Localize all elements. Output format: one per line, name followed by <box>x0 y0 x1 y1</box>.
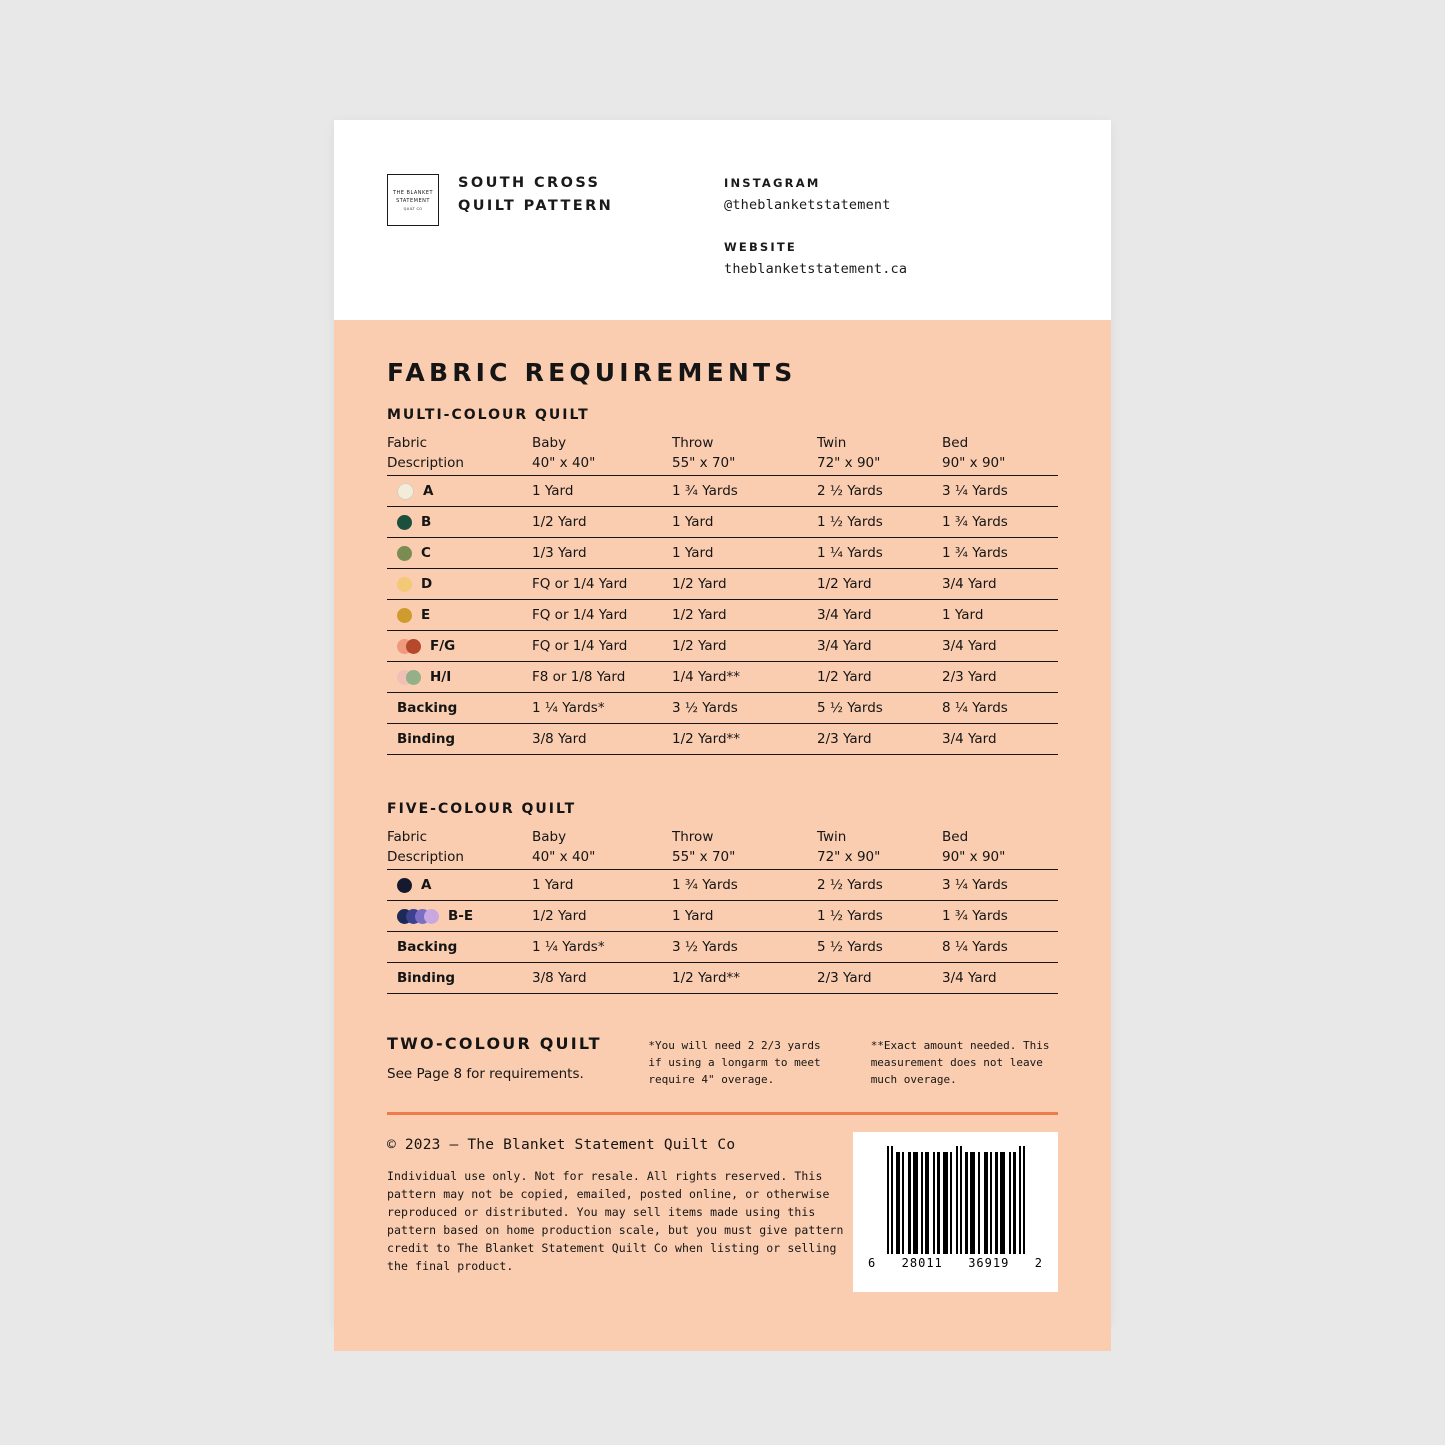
baby-cell: F8 or 1/8 Yard <box>532 662 672 693</box>
column-header-throw-l1: Throw <box>672 435 714 451</box>
bed-cell: 8 ¼ Yards <box>942 932 1058 963</box>
page-header <box>334 120 1111 320</box>
fabric-cell <box>387 870 532 901</box>
fabric-label: Binding <box>397 970 456 986</box>
baby-cell: 3/8 Yard <box>532 963 672 994</box>
brand-logo <box>387 174 439 226</box>
fabric-label: B-E <box>448 908 474 924</box>
fabric-cell <box>387 963 532 994</box>
table-row <box>387 476 1058 507</box>
fabric-cell <box>387 631 532 662</box>
table-row <box>387 507 1058 538</box>
page-title <box>458 172 613 218</box>
table-row <box>387 963 1058 994</box>
column-header-baby-l1: Baby <box>532 435 567 451</box>
fabric-label: Backing <box>397 939 458 955</box>
twin-cell: 1 ¼ Yards <box>817 538 942 569</box>
fabric-label: C <box>421 545 431 561</box>
swatch-dot <box>424 909 439 924</box>
fabric-cell <box>387 507 532 538</box>
baby-cell: 1/3 Yard <box>532 538 672 569</box>
fabric-label: A <box>421 877 432 893</box>
baby-cell: 1 ¼ Yards* <box>532 693 672 724</box>
swatch-dot <box>397 546 412 561</box>
column-header-fabric <box>387 827 532 870</box>
twin-cell: 1 ½ Yards <box>817 507 942 538</box>
pattern-subtitle: QUILT PATTERN <box>458 198 614 214</box>
column-header-bed <box>942 433 1058 476</box>
colour-swatches <box>397 670 421 685</box>
fabric-label: Backing <box>397 700 458 716</box>
bed-cell: 3/4 Yard <box>942 569 1058 600</box>
section-title: FABRIC REQUIREMENTS <box>387 358 797 387</box>
column-header-bed-l2: 90" x 90" <box>942 455 1006 471</box>
website-url[interactable]: theblanketstatement.ca <box>724 261 908 277</box>
column-header-baby-l2: 40" x 40" <box>532 849 596 865</box>
bed-cell: 3/4 Yard <box>942 963 1058 994</box>
colour-swatches <box>397 608 412 623</box>
bed-cell: 3 ¼ Yards <box>942 870 1058 901</box>
swatch-dot <box>406 670 421 685</box>
throw-cell: 1 ¾ Yards <box>672 476 817 507</box>
column-header-throw <box>672 433 817 476</box>
table-row <box>387 724 1058 755</box>
column-header-bed <box>942 827 1058 870</box>
column-header-fabric-l1: Fabric <box>387 435 428 451</box>
baby-cell: 1/2 Yard <box>532 507 672 538</box>
fabric-label: H/I <box>430 669 452 685</box>
five-colour-heading: FIVE-COLOUR QUILT <box>387 801 577 817</box>
throw-cell: 1 Yard <box>672 538 817 569</box>
fabric-cell <box>387 538 532 569</box>
baby-cell: 1 ¼ Yards* <box>532 932 672 963</box>
column-header-twin-l1: Twin <box>817 435 847 451</box>
swatch-dot <box>397 483 414 500</box>
accent-divider <box>387 1112 1058 1115</box>
twin-cell: 2/3 Yard <box>817 724 942 755</box>
swatch-dot <box>397 577 412 592</box>
throw-cell: 1/2 Yard <box>672 631 817 662</box>
colour-swatches <box>397 577 412 592</box>
baby-cell: 3/8 Yard <box>532 724 672 755</box>
fabric-cell <box>387 724 532 755</box>
column-header-twin-l1: Twin <box>817 829 847 845</box>
bed-cell: 3/4 Yard <box>942 631 1058 662</box>
fabric-cell <box>387 901 532 932</box>
multi-colour-table <box>387 433 1058 755</box>
fabric-label: E <box>421 607 431 623</box>
twin-cell: 5 ½ Yards <box>817 693 942 724</box>
bed-cell: 2/3 Yard <box>942 662 1058 693</box>
baby-cell: 1 Yard <box>532 476 672 507</box>
column-header-twin <box>817 433 942 476</box>
two-colour-note: See Page 8 for requirements. <box>387 1066 584 1082</box>
barcode-right-digit: 2 <box>1034 1256 1043 1270</box>
twin-cell: 3/4 Yard <box>817 600 942 631</box>
barcode-group-2: 36919 <box>968 1256 1010 1270</box>
pattern-name: SOUTH CROSS <box>458 175 601 191</box>
fabric-cell <box>387 600 532 631</box>
page-footer <box>387 1137 1058 1275</box>
colour-swatches <box>397 546 412 561</box>
throw-cell: 1/2 Yard <box>672 600 817 631</box>
throw-cell: 1/2 Yard <box>672 569 817 600</box>
bed-cell: 1 ¾ Yards <box>942 507 1058 538</box>
table-header-row <box>387 827 1058 870</box>
barcode-left-digit: 6 <box>868 1256 877 1270</box>
throw-cell: 1 ¾ Yards <box>672 870 817 901</box>
throw-cell: 1 Yard <box>672 901 817 932</box>
fabric-cell <box>387 932 532 963</box>
barcode-digits <box>868 1256 1043 1270</box>
colour-swatches <box>397 639 421 654</box>
fabric-cell <box>387 693 532 724</box>
table-row <box>387 870 1058 901</box>
logo-line-1: THE BLANKET <box>392 190 434 196</box>
barcode-group-1: 28011 <box>901 1256 943 1270</box>
twin-cell: 2/3 Yard <box>817 963 942 994</box>
throw-cell: 1/4 Yard** <box>672 662 817 693</box>
twin-cell: 5 ½ Yards <box>817 932 942 963</box>
throw-cell: 1/2 Yard** <box>672 963 817 994</box>
bed-cell: 1 Yard <box>942 600 1058 631</box>
table-row <box>387 662 1058 693</box>
twin-cell: 3/4 Yard <box>817 631 942 662</box>
baby-cell: FQ or 1/4 Yard <box>532 631 672 662</box>
bed-cell: 1 ¾ Yards <box>942 538 1058 569</box>
colour-swatches <box>397 515 412 530</box>
column-header-baby-l1: Baby <box>532 829 567 845</box>
fabric-cell <box>387 662 532 693</box>
swatch-dot <box>397 515 412 530</box>
column-header-bed-l2: 90" x 90" <box>942 849 1006 865</box>
twin-cell: 1/2 Yard <box>817 569 942 600</box>
throw-cell: 1 Yard <box>672 507 817 538</box>
throw-cell: 1/2 Yard** <box>672 724 817 755</box>
copyright-line: © 2023 — The Blanket Statement Quilt Co <box>387 1137 736 1153</box>
barcode-bars <box>887 1146 1025 1254</box>
fabric-label: A <box>423 483 434 499</box>
baby-cell: 1/2 Yard <box>532 901 672 932</box>
fabric-cell <box>387 476 532 507</box>
colour-swatches <box>397 878 412 893</box>
column-header-throw-l2: 55" x 70" <box>672 849 736 865</box>
column-header-bed-l1: Bed <box>942 829 969 845</box>
two-colour-section <box>387 1034 1058 1088</box>
colour-swatches <box>397 909 439 924</box>
twin-cell: 1/2 Yard <box>817 662 942 693</box>
swatch-dot <box>397 608 412 623</box>
pattern-page <box>334 120 1111 1325</box>
table-row <box>387 932 1058 963</box>
footnote-single-asterisk: *You will need 2 2/3 yards if using a longarm to meet require 4" overage. <box>648 1039 821 1086</box>
instagram-label: INSTAGRAM <box>724 176 821 190</box>
two-colour-heading: TWO-COLOUR QUILT <box>387 1034 602 1053</box>
twin-cell: 2 ½ Yards <box>817 870 942 901</box>
fabric-cell <box>387 569 532 600</box>
column-header-baby <box>532 827 672 870</box>
column-header-twin-l2: 72" x 90" <box>817 455 881 471</box>
swatch-dot <box>397 878 412 893</box>
contact-info <box>724 172 907 300</box>
baby-cell: 1 Yard <box>532 870 672 901</box>
throw-cell: 3 ½ Yards <box>672 693 817 724</box>
colour-swatches <box>397 484 414 499</box>
column-header-throw <box>672 827 817 870</box>
five-colour-table <box>387 827 1058 994</box>
table-row <box>387 600 1058 631</box>
column-header-fabric-l2: Description <box>387 455 464 471</box>
bed-cell: 8 ¼ Yards <box>942 693 1058 724</box>
column-header-baby-l2: 40" x 40" <box>532 455 596 471</box>
logo-line-3: QUILT CO <box>403 207 423 211</box>
twin-cell: 2 ½ Yards <box>817 476 942 507</box>
baby-cell: FQ or 1/4 Yard <box>532 569 672 600</box>
website-label: WEBSITE <box>724 240 797 254</box>
instagram-handle[interactable]: @theblanketstatement <box>724 197 891 213</box>
fabric-label: B <box>421 514 432 530</box>
column-header-twin <box>817 827 942 870</box>
column-header-fabric <box>387 433 532 476</box>
throw-cell: 3 ½ Yards <box>672 932 817 963</box>
column-header-fabric-l2: Description <box>387 849 464 865</box>
table-row <box>387 569 1058 600</box>
column-header-baby <box>532 433 672 476</box>
table-row <box>387 538 1058 569</box>
bed-cell: 3/4 Yard <box>942 724 1058 755</box>
table-row <box>387 631 1058 662</box>
column-header-fabric-l1: Fabric <box>387 829 428 845</box>
twin-cell: 1 ½ Yards <box>817 901 942 932</box>
bed-cell: 3 ¼ Yards <box>942 476 1058 507</box>
column-header-throw-l1: Throw <box>672 829 714 845</box>
barcode <box>853 1132 1058 1292</box>
swatch-dot <box>406 639 421 654</box>
baby-cell: FQ or 1/4 Yard <box>532 600 672 631</box>
table-header-row <box>387 433 1058 476</box>
legal-text: Individual use only. Not for resale. All rights reserved. This pattern may not be copied, emailed, posted online, or otherwise reproduced or distributed. You may sell items made using this pattern based on home production scale, but you must give pattern credit to The Blanket Statement Quilt Co when listing or selling the final product. <box>387 1169 844 1273</box>
fabric-label: Binding <box>397 731 456 747</box>
bed-cell: 1 ¾ Yards <box>942 901 1058 932</box>
column-header-throw-l2: 55" x 70" <box>672 455 736 471</box>
table-row <box>387 901 1058 932</box>
table-row <box>387 693 1058 724</box>
page-body <box>334 320 1111 1351</box>
column-header-bed-l1: Bed <box>942 435 969 451</box>
logo-line-2: STATEMENT <box>396 198 430 204</box>
column-header-twin-l2: 72" x 90" <box>817 849 881 865</box>
multi-colour-heading: MULTI-COLOUR QUILT <box>387 407 590 423</box>
footnote-double-asterisk: **Exact amount needed. This measurement does not leave much overage. <box>870 1039 1050 1086</box>
fabric-label: D <box>421 576 433 592</box>
fabric-label: F/G <box>430 638 456 654</box>
